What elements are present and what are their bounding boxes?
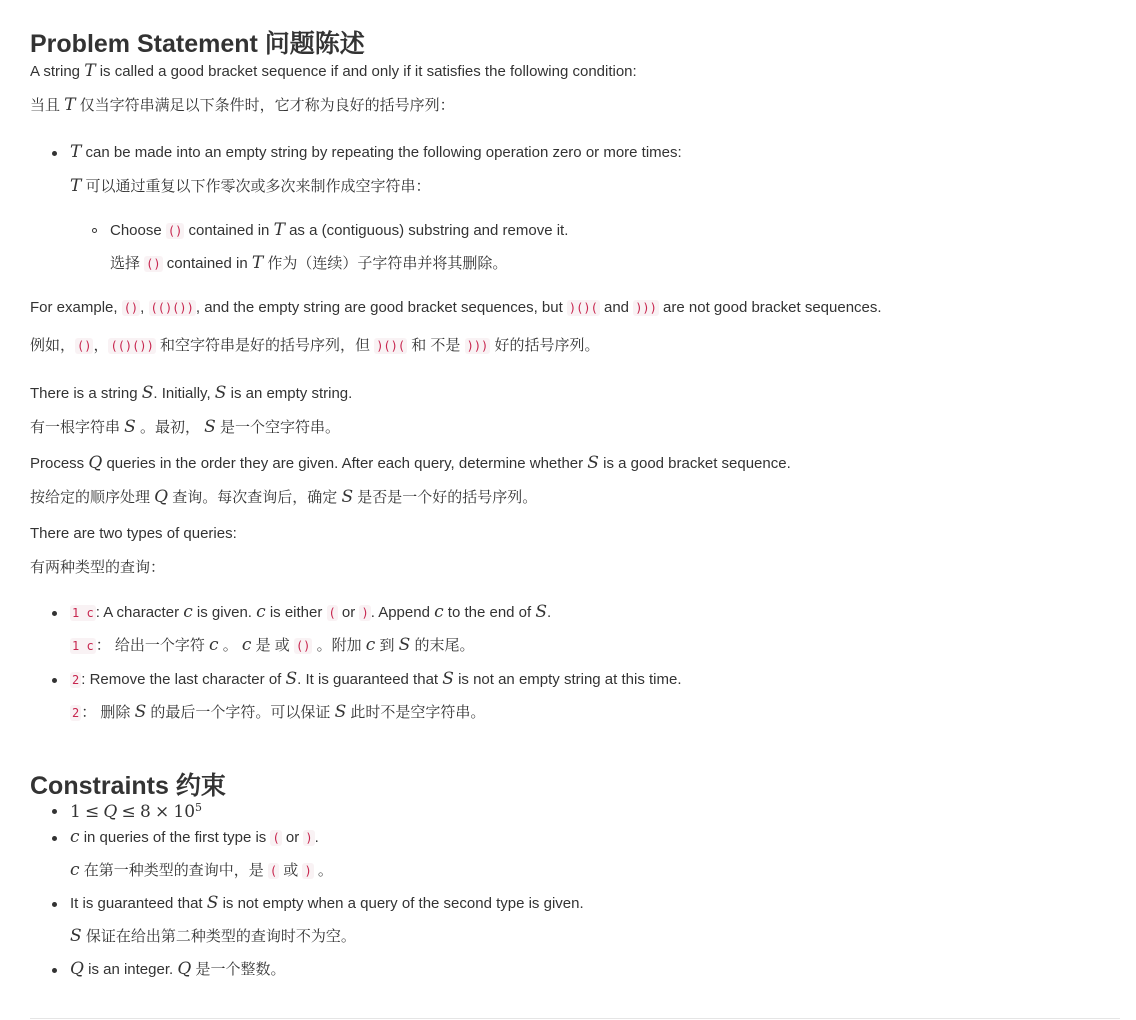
bullet-icon	[52, 151, 57, 156]
constraint-s-zh: S 保证在给出第二种类型的查询时不为空。	[70, 926, 356, 946]
process-en: Process Q queries in the order they are given. After each query, determine whether S is a good bracket sequence.	[30, 453, 791, 473]
example-zh: 例如， () ， (()()) 和空字符串是好的括号序列，但 )()( 和 不是 ))) 好的括号序列。	[30, 337, 600, 354]
constraint-c-zh: c 在第一种类型的查询中，是 ( 或 ) 。	[70, 860, 333, 880]
constraint-integer: Q is an integer. Q 是一个整数。	[70, 959, 286, 979]
operation-en: Choose () contained in T as a (contiguous) substring and remove it.	[110, 220, 569, 240]
query-type-2-zh: 2 ： 删除 S 的最后一个字符。可以保证 S 此时不是空字符串。	[72, 702, 486, 722]
string-s-en: There is a string S. Initially, S is an empty string.	[30, 383, 353, 403]
process-zh: 按给定的顺序处理 Q 查询。每次查询后，确定 S 是否是一个好的括号序列。	[30, 487, 538, 507]
good-definition-zh: 当且 T 仅当字符串满足以下条件时，它才称为良好的括号序列：	[30, 95, 455, 115]
string-s-zh: 有一根字符串 S 。最初， S 是一个空字符串。	[30, 417, 340, 437]
constraint-s-en: It is guaranteed that S is not empty when a query of the second type is given.	[70, 893, 584, 913]
var-t: T	[84, 61, 96, 81]
bullet-icon	[52, 902, 57, 907]
condition-en: T can be made into an empty string by repeating the following operation zero or more times:	[70, 142, 682, 162]
bullet-icon	[52, 968, 57, 973]
bullet-icon	[52, 611, 57, 616]
query-type-1-zh: 1 c ： 给出一个字符 c 。 c 是 或 () 。附加 c 到 S 的末尾。	[72, 635, 475, 655]
constraint-c-en: c in queries of the first type is ( or ) .	[70, 827, 319, 847]
query-type-2-en: 2 : Remove the last character of S. It is guaranteed that S is not an empty string at this time.	[72, 669, 682, 689]
bullet-icon	[52, 836, 57, 841]
example-en: For example, () , (()()) , and the empty string are good bracket sequences, but )()( and ))) are not good bracket sequences.	[30, 299, 882, 316]
bullet-icon	[52, 809, 57, 814]
operation-zh: 选择 () contained in T 作为（连续）子字符串并将其删除。	[110, 253, 508, 273]
good-definition-en: A string T is called a good bracket sequence if and only if it satisfies the following condition:	[30, 61, 637, 81]
problem-statement-heading: Problem Statement 问题陈述	[30, 30, 365, 58]
condition-zh: T 可以通过重复以下作零次或多次来制作成空字符串：	[70, 176, 431, 196]
section-divider	[30, 1018, 1120, 1019]
var-t: T	[64, 95, 76, 115]
types-zh: 有两种类型的查询：	[30, 559, 166, 576]
query-type-1-en: 1 c : A character c is given. c is either ( or ) . Append c to the end of S.	[72, 602, 552, 622]
constraints-heading: Constraints 约束	[30, 772, 226, 800]
code-pair: ()	[167, 224, 183, 238]
constraint-q-range: $1 \le Q \le 8 \times 10^5$	[70, 801, 203, 822]
types-en: There are two types of queries:	[30, 525, 237, 542]
bullet-icon	[52, 678, 57, 683]
sub-bullet-icon	[92, 228, 97, 233]
code-pair: ()	[146, 257, 161, 271]
